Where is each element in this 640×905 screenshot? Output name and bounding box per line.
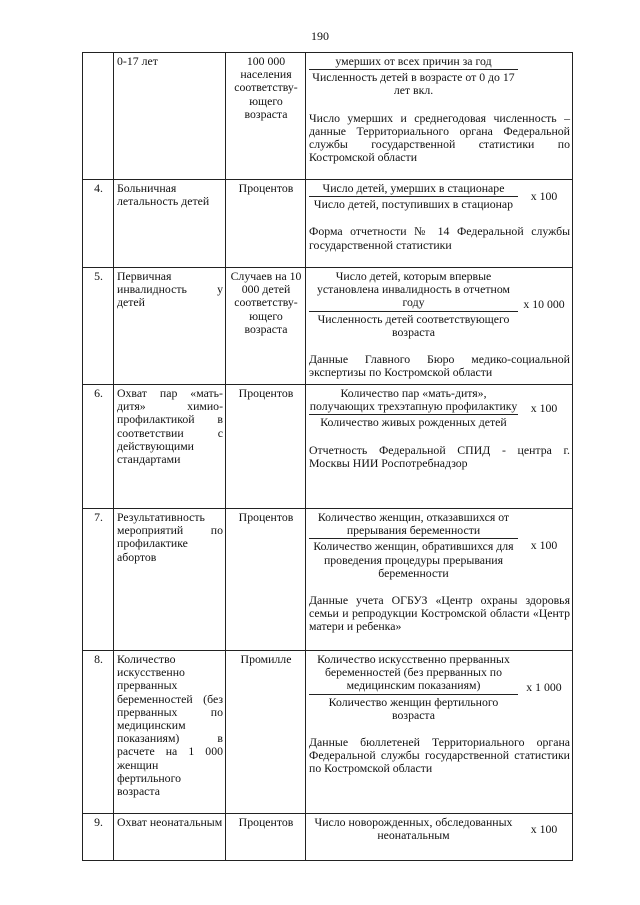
formula (309, 387, 570, 430)
indicator-name: Количество искусственно прерванных беременностей (без прерванных по медицинским показаниям) в расчете на 1 000 женщин фертильного возраста (114, 651, 226, 814)
unit-of-measure: 100 000 населения соответству-ющего возраста (226, 53, 306, 180)
formula-cell (306, 385, 573, 509)
formula-multiplier: x 100 (530, 537, 558, 552)
formula-numerator: умерших от всех причин за год (335, 54, 492, 68)
formula-denominator: Численность детей соответствующего возраста (317, 311, 510, 339)
formula-numerator: Количество пар «мать-дитя», получающих трехэтапную профилактику (309, 386, 518, 414)
unit-of-measure: Процентов (226, 180, 306, 268)
table-row (83, 53, 573, 180)
row-number (83, 53, 114, 180)
indicators-table (82, 52, 573, 861)
formula (309, 653, 570, 722)
formula-numerator: Число детей, которым впервые установлена инвалидность в отчетном году (317, 269, 510, 310)
formula (309, 55, 570, 98)
table-row (83, 651, 573, 814)
formula-numerator: Число детей, умерших в стационаре (322, 181, 505, 195)
formula-cell (306, 651, 573, 814)
indicator-name: Больничная летальность детей (114, 180, 226, 268)
formula-numerator: Число новорожденных, обследованных неонатальным (314, 815, 513, 843)
formula-cell (306, 814, 573, 861)
formula (309, 182, 570, 211)
indicator-name: Первичная инвалидность у детей (114, 268, 226, 385)
formula-multiplier: x 1 000 (526, 679, 562, 694)
formula-multiplier: x 100 (530, 400, 558, 415)
data-source: Форма отчетности № 14 Федеральной службы государственной статистики (309, 224, 570, 252)
unit-of-measure: Промилле (226, 651, 306, 814)
table-row (83, 268, 573, 385)
formula-denominator: Количество женщин, обратившихся для проведения процедуры прерывания беременности (313, 539, 514, 580)
formula-denominator: Число детей, поступивших в стационар (313, 197, 514, 212)
table-row (83, 180, 573, 268)
unit-of-measure: Процентов (226, 385, 306, 509)
formula-cell (306, 180, 573, 268)
unit-of-measure: Процентов (226, 509, 306, 651)
table-row (83, 385, 573, 509)
unit-of-measure: Случаев на 10 000 детей соответству-ющего возраста (226, 268, 306, 385)
formula-cell (306, 53, 573, 180)
formula-denominator: Численность детей в возрасте от 0 до 17 лет вкл. (312, 70, 515, 98)
formula-cell (306, 509, 573, 651)
row-number: 5. (83, 268, 114, 385)
formula-multiplier: x 100 (530, 821, 558, 836)
data-source: Отчетность Федеральной СПИД - центра г. Москвы НИИ Роспотребнадзор (309, 442, 570, 470)
formula-numerator: Количество искусственно прерванных беременностей (без прерванных по медицинским показаниям) (317, 652, 510, 693)
row-number: 6. (83, 385, 114, 509)
row-number: 8. (83, 651, 114, 814)
indicators-table-body (83, 53, 573, 861)
formula (309, 816, 570, 842)
row-number: 7. (83, 509, 114, 651)
data-source: Данные Главного Бюро медико-социальной экспертизы по Костромской области (309, 352, 570, 380)
table-row (83, 509, 573, 651)
row-number: 4. (83, 180, 114, 268)
data-source: Число умерших и среднегодовая численность – данные Территориального органа Федеральной службы государственной статистики по Костромской области (309, 110, 570, 165)
indicator-name: Охват пар «мать-дитя» химио-профилактикой в соответствии с действующими стандартами (114, 385, 226, 509)
indicator-name: 0-17 лет (114, 53, 226, 180)
data-source: Данные бюллетеней Территориального органа Федеральной службы государственной статистики по Костромской области (309, 735, 570, 776)
formula-cell (306, 268, 573, 385)
formula-denominator: Количество живых рожденных детей (320, 415, 507, 430)
row-number: 9. (83, 814, 114, 861)
formula (309, 511, 570, 580)
page-number: 190 (311, 29, 329, 43)
indicator-name: Результативность мероприятий по профилактике абортов (114, 509, 226, 651)
formula-denominator: Количество женщин фертильного возраста (328, 694, 499, 722)
formula-multiplier: x 10 000 (523, 296, 565, 311)
table-row (83, 814, 573, 861)
data-source: Данные учета ОГБУЗ «Центр охраны здоровья семьи и репродукции Костромской области «Центр матери и ребенка» (309, 593, 570, 634)
formula-numerator: Количество женщин, отказавшихся от прерывания беременности (317, 510, 510, 538)
unit-of-measure: Процентов (226, 814, 306, 861)
indicator-name: Охват неонатальным (114, 814, 226, 861)
formula (309, 270, 570, 339)
formula-multiplier: x 100 (530, 189, 558, 204)
